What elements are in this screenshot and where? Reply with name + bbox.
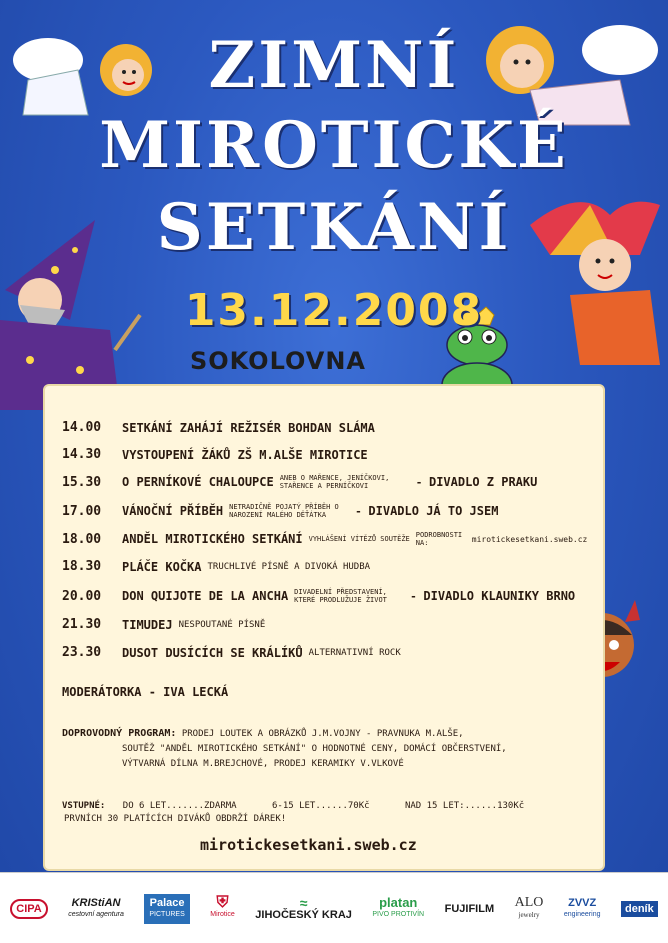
program-row bbox=[62, 447, 368, 462]
website-link[interactable]: mirotickesetkani.sweb.cz bbox=[200, 836, 417, 854]
program-time: 17.00 bbox=[62, 503, 102, 519]
venue: SOKOLOVNA bbox=[189, 347, 367, 375]
sponsor-logo: CIPA bbox=[10, 899, 47, 919]
program-event: O PERNÍKOVÉ CHALOUPCE bbox=[122, 475, 274, 489]
admission bbox=[62, 800, 602, 826]
program-time: 14.00 bbox=[62, 420, 102, 435]
title-line-3: SETKÁNÍ bbox=[156, 190, 512, 265]
program-event: TIMUDEJ bbox=[122, 617, 173, 632]
program-time: 14.30 bbox=[62, 447, 102, 462]
sponsor-logo: KRIStiAN cestovní agentura bbox=[68, 896, 124, 918]
moderator-name: IVA LECKÁ bbox=[163, 685, 229, 699]
program-event: PLÁČE KOČKA bbox=[122, 559, 202, 574]
program-note: NETRADIČNĚ POJATÝ PŘÍBĚH O NAROZENÍ MALÉHO DĚŤÁTKA bbox=[229, 503, 339, 519]
sponsor-logo: FUJIFILM bbox=[444, 902, 495, 915]
sponsor-logo: ALO jewelry bbox=[514, 894, 544, 919]
event-date: 13.12.2008 bbox=[184, 285, 484, 336]
admission-tier: NAD 15 LET:......130Kč bbox=[404, 801, 525, 811]
sponsor-bar bbox=[0, 872, 668, 943]
program-sub: NESPOUTANÉ PÍSNĚ bbox=[178, 619, 266, 630]
program-row bbox=[62, 420, 375, 435]
admission-label: VSTUPNÉ: bbox=[62, 801, 106, 811]
sponsor-logo: Palace PICTURES bbox=[144, 894, 189, 924]
sponsor-logo: ZVVZ engineering bbox=[563, 896, 601, 918]
program-event: DUSOT DUSÍCÍCH SE KRÁLÍKŮ bbox=[122, 645, 303, 660]
accompanying-label: DOPROVODNÝ PROGRAM: bbox=[62, 728, 177, 739]
accompanying-line: SOUTĚŽ "ANDĚL MIROTICKÉHO SETKÁNÍ" O HODNOTNÉ CENY, DOMÁCÍ OBČERSTVENÍ, bbox=[122, 744, 507, 754]
program-sub: ALTERNATIVNÍ ROCK bbox=[308, 647, 401, 658]
program-event: SETKÁNÍ ZAHÁJÍ REŽISÉR BOHDAN SLÁMA bbox=[122, 420, 375, 435]
program-row bbox=[62, 588, 575, 604]
program-row bbox=[62, 559, 370, 574]
program-dash: - bbox=[415, 475, 429, 489]
program-event: DON QUIJOTE DE LA ANCHA bbox=[122, 589, 289, 603]
sponsor-logo: platan PIVO PROTIVÍN bbox=[372, 894, 425, 918]
accompanying-line: PRODEJ LOUTEK A OBRÁZKŮ J.M.VOJNY - PRAVNUKA M.ALŠE, bbox=[181, 729, 464, 739]
title-line-2: MIROTICKÉ bbox=[99, 108, 569, 183]
admission-tier: 6-15 LET......70Kč bbox=[272, 801, 370, 811]
program-sub: VYHLÁŠENÍ VÍTĚZŮ SOUTĚŽE bbox=[308, 535, 410, 543]
shield-icon: ⛨ bbox=[216, 893, 229, 911]
program-row bbox=[62, 617, 265, 632]
sponsor-logo: ⛨ Mirotice bbox=[210, 893, 235, 918]
program-extra: DIVADLO KLAUNIKY BRNO bbox=[423, 589, 576, 603]
program-event: VYSTOUPENÍ ŽÁKŮ ZŠ M.ALŠE MIROTICE bbox=[122, 447, 368, 462]
program-dash: - bbox=[355, 504, 369, 518]
program-sub: TRUCHLIVÉ PÍSNĚ A DIVOKÁ HUDBA bbox=[207, 561, 371, 572]
program-event: VÁNOČNÍ PŘÍBĚH bbox=[122, 504, 224, 518]
accompanying-program bbox=[62, 726, 582, 772]
admission-note: PRVNÍCH 30 PLATÍCÍCH DIVÁKŮ OBDRŽÍ DÁREK! bbox=[64, 814, 287, 824]
program-row bbox=[62, 531, 587, 547]
accompanying-line: VÝTVARNÁ DÍLNA M.BREJCHOVÉ, PRODEJ KERAMIKY V.VLKOVÉ bbox=[122, 759, 404, 769]
program-extra: mirotickesetkani.sweb.cz bbox=[471, 534, 588, 544]
sponsor-logo: deník bbox=[621, 901, 658, 917]
program-time: 18.00 bbox=[62, 531, 102, 547]
program-time: 20.00 bbox=[62, 588, 102, 604]
title-line-1: ZIMNÍ bbox=[208, 28, 460, 103]
moderator-dash: - bbox=[148, 685, 164, 699]
moderator-label: MODERÁTORKA bbox=[62, 685, 142, 699]
program-event: ANDĚL MIROTICKÉHO SETKÁNÍ bbox=[122, 532, 303, 546]
program-note: DIVADELNÍ PŘEDSTAVENÍ, KTERÉ PRODLUŽUJE ŽIVOT bbox=[294, 588, 387, 604]
program-extra: DIVADLO JÁ TO JSEM bbox=[368, 504, 499, 518]
program-extra: DIVADLO Z PRAKU bbox=[428, 475, 538, 489]
program-time: 18.30 bbox=[62, 559, 102, 574]
program-time: 15.30 bbox=[62, 474, 102, 490]
program-note: ANEB O MAŘENCE, JENÍČKOVI, STAŘENCE A PERNÍČKOVI bbox=[279, 474, 390, 490]
moderator bbox=[62, 685, 228, 699]
program-time: 23.30 bbox=[62, 645, 102, 660]
program-note: PODROBNOSTI NA: bbox=[415, 531, 463, 547]
waves-icon: ≈ bbox=[299, 894, 308, 911]
program-dash: - bbox=[410, 589, 424, 603]
sponsor-logo: ≈ JIHOČESKÝ KRAJ bbox=[255, 894, 352, 921]
program-row bbox=[62, 645, 401, 660]
program-row bbox=[62, 503, 498, 519]
program-time: 21.30 bbox=[62, 617, 102, 632]
admission-tier: DO 6 LET.......ZDARMA bbox=[122, 801, 237, 811]
program-row bbox=[62, 474, 537, 490]
